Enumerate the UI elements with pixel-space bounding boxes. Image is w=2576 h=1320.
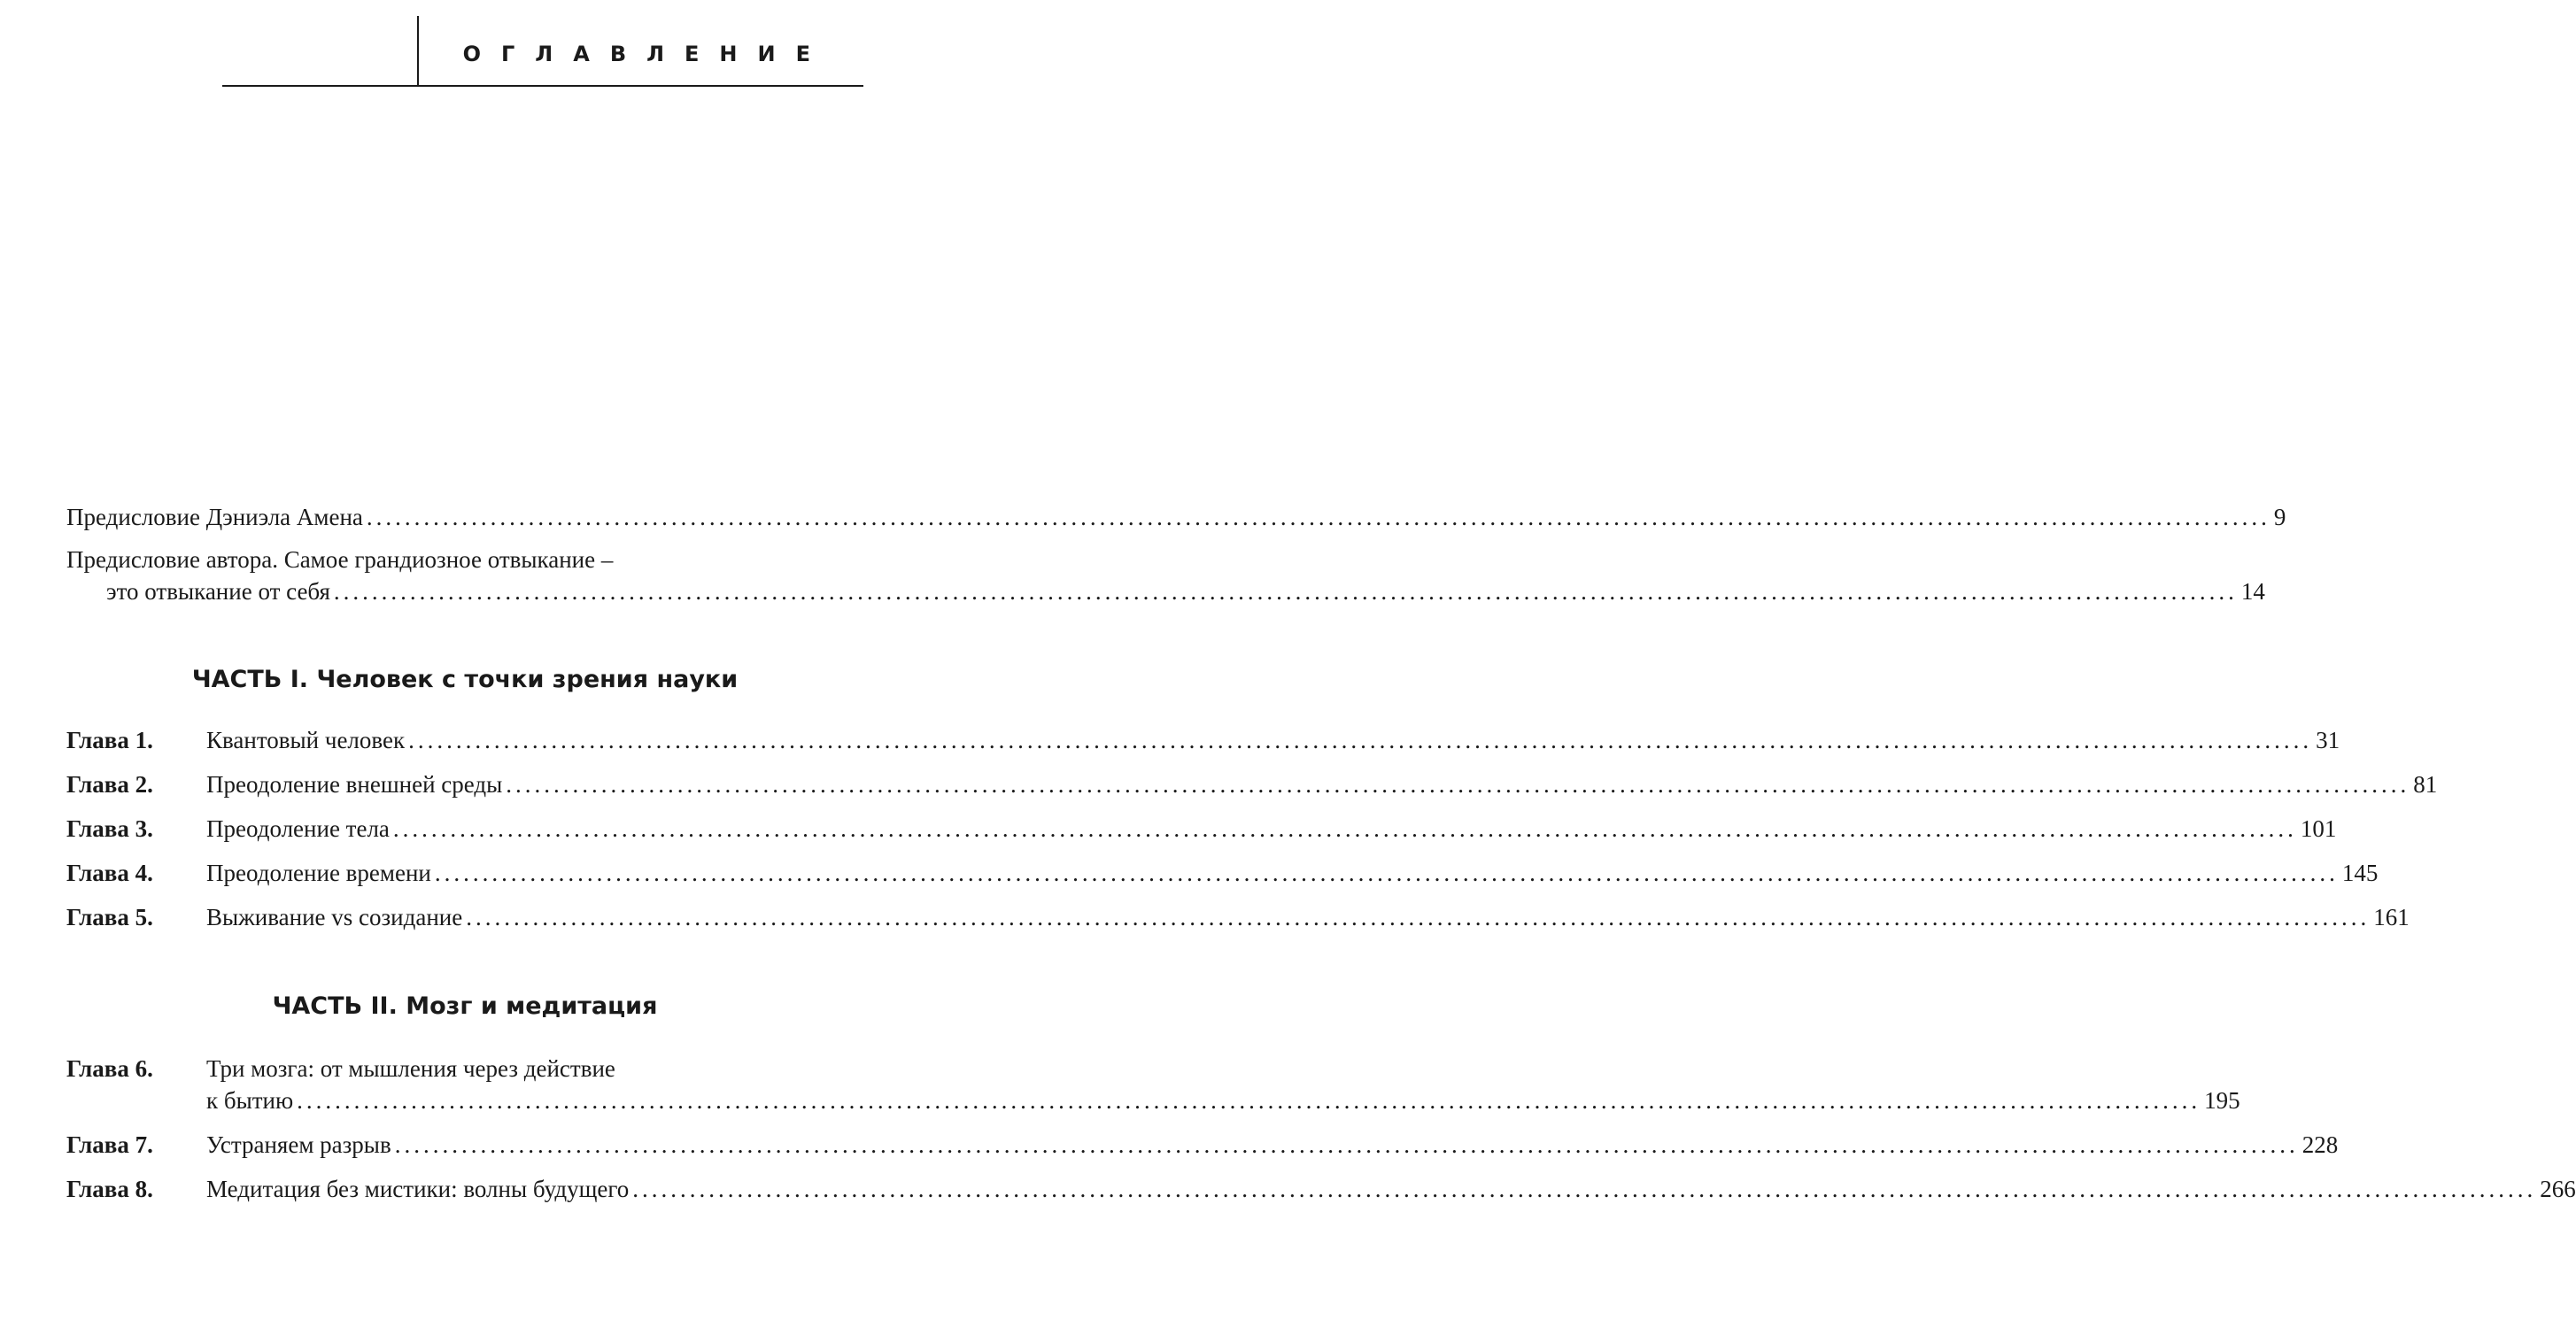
leader-dots: ........................................................................................................................................................................................................ [297,1087,2201,1114]
chapter-title: Преодоление тела [206,815,390,842]
chapter-page: 161 [2373,904,2410,930]
chapter-page: 228 [2301,1131,2339,1158]
chapter-label: Глава 7. [66,1131,153,1158]
chapter-page: 31 [2316,727,2340,753]
toc-chapter-1[interactable] [66,724,2340,756]
chapter-title: Квантовый человек [206,727,406,753]
toc-chapter-5[interactable] [66,901,2410,933]
chapter-page: 101 [2300,815,2337,842]
chapter-title: Выживание vs созидание [206,904,463,930]
chapter-label: Глава 1. [66,727,153,753]
chapter-label: Глава 6. [66,1055,153,1082]
chapter-title: Медитация без мистики: волны будущего [206,1176,630,1202]
toc-chapter-8[interactable] [66,1173,2576,1205]
toc-entry-foreword-author[interactable] [66,544,2265,607]
chapter-label: Глава 5. [66,904,153,930]
chapter-title-line [66,1085,2240,1116]
leader-dots: ........................................................................................................................................................................................................ [434,860,2339,886]
chapter-list-part-2 [66,1053,2576,1205]
leader-dots: ........................................................................................................................................................................................................ [392,815,2297,842]
chapter-title-line [66,1053,863,1085]
chapter-page: 195 [2204,1087,2240,1114]
toc-entry-foreword-amen[interactable] [66,501,2286,533]
toc-chapter-2[interactable] [66,768,2438,800]
chapter-title: Преодоление времени [206,860,431,886]
part-heading: ЧАСТЬ I. Человек с точки зрения науки [191,666,739,693]
toc-entry-page: 9 [2273,504,2286,530]
chapter-title-cont: к бытию [206,1087,294,1114]
toc-chapter-6[interactable] [66,1053,2240,1116]
chapter-label: Глава 3. [66,815,153,842]
header-divider [417,16,419,87]
chapter-page: 266 [2540,1176,2576,1202]
toc-chapter-4[interactable] [66,857,2379,889]
leader-dots: ........................................................................................................................................................................................................ [333,578,2238,605]
toc-chapter-7[interactable] [66,1129,2339,1161]
header-rule [222,85,863,87]
chapter-title: Три мозга: от мышления через действие [206,1055,615,1082]
leader-dots: ........................................................................................................................................................................................................ [408,727,2313,753]
leader-dots: ........................................................................................................................................................................................................ [466,904,2371,930]
toc-chapter-3[interactable] [66,813,2337,845]
leader-dots: ........................................................................................................................................................................................................ [394,1131,2299,1158]
front-matter [66,501,2286,533]
leader-dots: ........................................................................................................................................................................................................ [632,1176,2537,1202]
chapter-label: Глава 8. [66,1176,153,1202]
part-heading: ЧАСТЬ II. Мозг и медитация [272,992,658,1020]
chapter-page: 81 [2413,771,2438,798]
chapter-list-part-1 [66,724,2438,933]
toc-entry-title-line [66,544,863,575]
toc-entry-title: Предисловие Дэниэла Амена [66,504,363,530]
chapter-page: 145 [2341,860,2379,886]
toc-entry-title-cont: это отвыкание от себя [106,578,330,605]
page-title: ОГЛАВЛЕНИЕ [462,42,831,66]
chapter-title: Преодоление внешней среды [206,771,503,798]
toc-entry-page: 14 [2240,578,2265,605]
chapter-label: Глава 2. [66,771,153,798]
chapter-title: Устраняем разрыв [206,1131,391,1158]
toc-entry-title: Предисловие автора. Самое грандиозное отвыкание – [66,546,614,573]
chapter-label: Глава 4. [66,860,153,886]
leader-dots: ........................................................................................................................................................................................................ [366,504,2270,530]
leader-dots: ........................................................................................................................................................................................................ [506,771,2410,798]
toc-entry-title-line [66,575,2265,607]
